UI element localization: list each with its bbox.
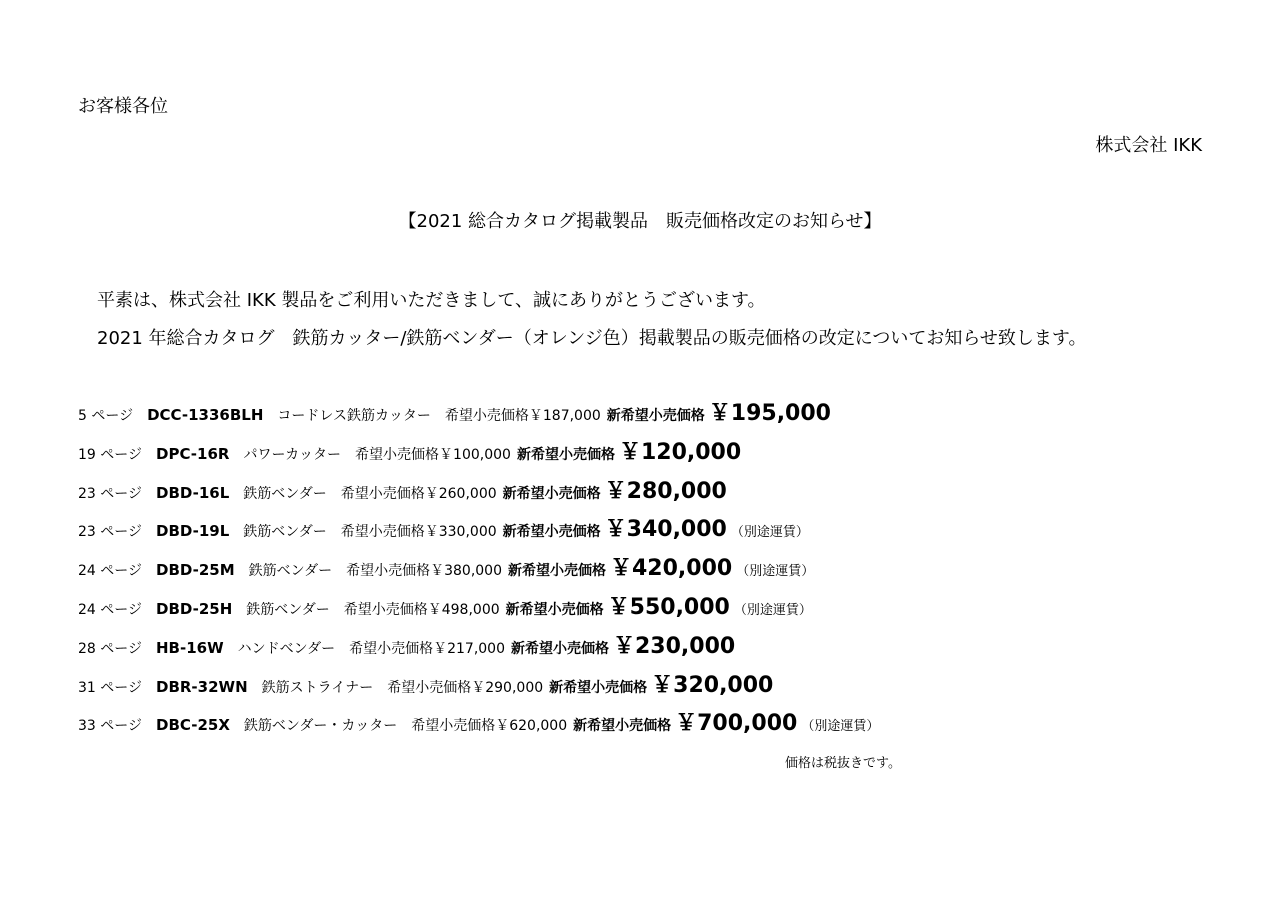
old-price-label: 希望小売価格 — [355, 446, 440, 463]
product-name: 鉄筋ベンダー — [243, 485, 327, 502]
new-price-label: 新希望小売価格 — [511, 640, 609, 657]
product-name: 鉄筋ベンダー・カッター — [243, 718, 398, 735]
shipping-note: （別途運賃） — [736, 564, 815, 580]
price-item — [78, 555, 879, 594]
salutation: お客様各位 — [78, 96, 168, 117]
old-price: ￥380,000 — [430, 563, 502, 580]
product-code: DPC-16R — [156, 444, 230, 463]
product-name: ハンドベンダー — [237, 640, 336, 657]
price-list — [78, 400, 879, 749]
new-price: ￥420,000 — [610, 556, 733, 582]
product-code: DCC-1336BLH — [147, 406, 264, 424]
catalog-page: 19 ページ — [78, 446, 142, 463]
product-code: DBC-25X — [156, 716, 230, 735]
shipping-note: （別途運賃） — [730, 525, 809, 541]
new-price: ￥340,000 — [604, 517, 727, 543]
old-price-label: 希望小売価格 — [346, 563, 431, 580]
product-name: コードレス鉄筋カッター — [277, 408, 431, 424]
price-item — [78, 516, 879, 555]
catalog-page: 23 ページ — [78, 524, 142, 541]
old-price-label: 希望小売価格 — [340, 524, 425, 541]
new-price: ￥195,000 — [708, 401, 831, 426]
catalog-page: 31 ページ — [78, 679, 142, 696]
product-name: 鉄筋ベンダー — [243, 524, 327, 541]
new-price: ￥230,000 — [613, 633, 736, 659]
product-name: 鉄筋ベンダー — [246, 601, 330, 618]
new-price-label: 新希望小売価格 — [516, 446, 615, 463]
shipping-note: （別途運賃） — [801, 719, 880, 735]
price-item — [78, 400, 879, 439]
price-item — [78, 439, 879, 478]
catalog-page: 33 ページ — [78, 718, 142, 735]
product-name: 鉄筋ストライナー — [261, 679, 374, 696]
new-price: ￥120,000 — [618, 439, 742, 465]
catalog-page: 24 ページ — [78, 601, 142, 618]
product-code: HB-16W — [156, 638, 224, 657]
old-price-label: 希望小売価格 — [340, 485, 425, 502]
tax-footnote: 価格は税抜きです。 — [785, 756, 901, 771]
new-price-label: 新希望小売価格 — [502, 524, 601, 541]
old-price-label: 希望小売価格 — [387, 679, 472, 696]
old-price: ￥290,000 — [471, 679, 544, 696]
old-price: ￥330,000 — [424, 524, 497, 541]
notice-paragraph: 2021 年総合カタログ 鉄筋カッター/鉄筋ベンダー（オレンジ色）掲載製品の販売価格の改定についてお知らせ致します。 — [97, 328, 1087, 349]
old-price-label: 希望小売価格 — [411, 718, 496, 735]
new-price: ￥700,000 — [675, 711, 798, 737]
old-price: ￥187,000 — [528, 408, 601, 424]
price-item — [78, 478, 879, 517]
product-name: 鉄筋ベンダー — [248, 563, 333, 580]
old-price: ￥217,000 — [433, 640, 505, 657]
product-code: DBD-19L — [156, 522, 230, 541]
shipping-note: （別途運賃） — [733, 602, 812, 618]
new-price: ￥550,000 — [607, 594, 730, 620]
product-name: パワーカッター — [243, 446, 342, 463]
sender-company: 株式会社 IKK — [1095, 135, 1202, 156]
new-price-label: 新希望小売価格 — [502, 485, 601, 502]
new-price-label: 新希望小売価格 — [505, 601, 604, 618]
new-price-label: 新希望小売価格 — [508, 563, 606, 580]
product-code: DBR-32WN — [156, 677, 248, 696]
old-price-label: 希望小売価格 — [349, 640, 434, 657]
new-price: ￥320,000 — [651, 672, 774, 698]
product-code: DBD-25M — [156, 561, 235, 580]
product-code: DBD-16L — [156, 483, 230, 502]
price-item — [78, 594, 879, 633]
catalog-page: 24 ページ — [78, 563, 142, 580]
catalog-page: 28 ページ — [78, 640, 142, 657]
old-price-label: 希望小売価格 — [343, 601, 428, 618]
price-item — [78, 672, 879, 711]
price-item — [78, 633, 879, 672]
greeting-paragraph: 平素は、株式会社 IKK 製品をご利用いただきまして、誠にありがとうございます。 — [97, 290, 766, 311]
new-price-label: 新希望小売価格 — [606, 408, 705, 424]
new-price-label: 新希望小売価格 — [573, 718, 672, 735]
price-item — [78, 710, 879, 749]
new-price-label: 新希望小売価格 — [549, 679, 648, 696]
catalog-page: 5 ページ — [78, 408, 134, 424]
catalog-page: 23 ページ — [78, 485, 142, 502]
product-code: DBD-25H — [156, 599, 233, 618]
old-price: ￥260,000 — [424, 485, 497, 502]
old-price: ￥620,000 — [495, 718, 568, 735]
new-price: ￥280,000 — [604, 478, 727, 504]
notice-title: 【2021 総合カタログ掲載製品 販売価格改定のお知らせ】 — [398, 211, 882, 232]
old-price: ￥498,000 — [427, 601, 500, 618]
old-price-label: 希望小売価格 — [444, 408, 529, 424]
old-price: ￥100,000 — [439, 446, 511, 463]
